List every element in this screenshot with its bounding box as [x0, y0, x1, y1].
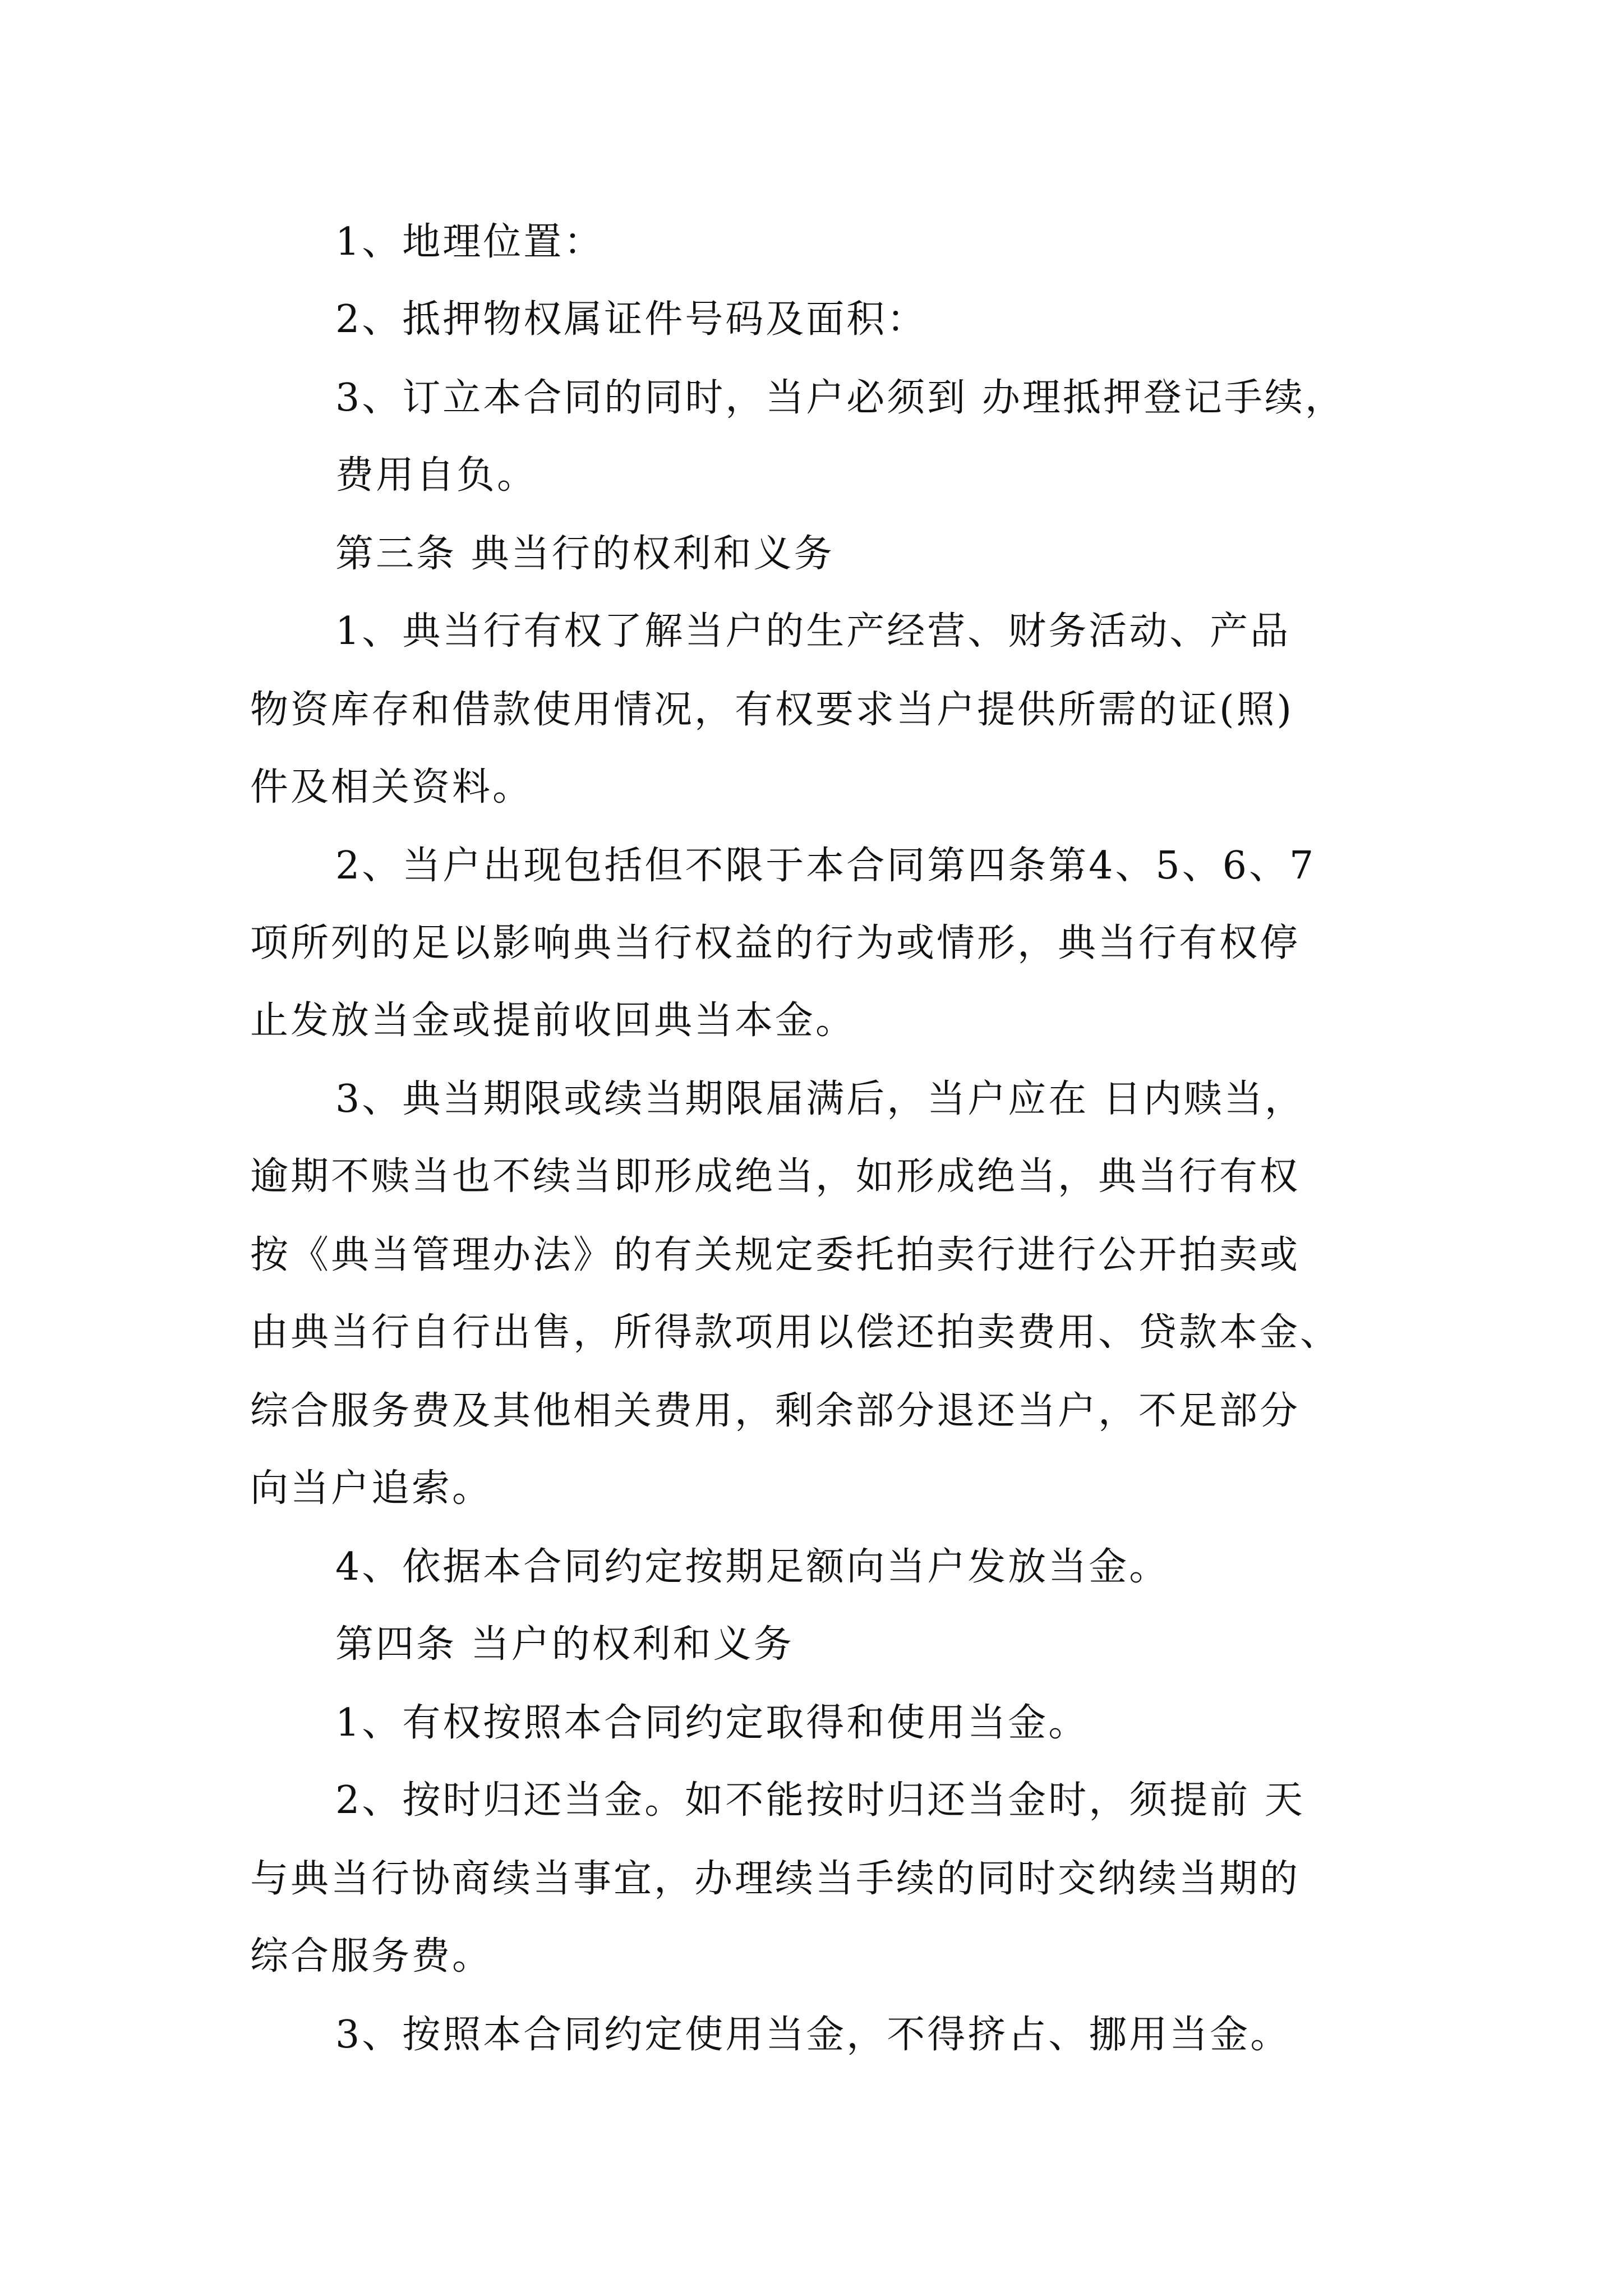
- text-line: 2、当户出现包括但不限于本合同第四条第4、5、6、7: [335, 844, 1316, 888]
- text-line: 1、典当行有权了解当户的生产经营、财务活动、产品: [335, 609, 1291, 654]
- section-heading: 第三条 典当行的权利和义务: [335, 532, 834, 576]
- text-line: 3、订立本合同的同时，当户必须到 办理抵押登记手续，: [335, 376, 1345, 420]
- text-line: 逾期不赎当也不续当即形成绝当，如形成绝当，典当行有权: [250, 1154, 1301, 1199]
- text-line: 2、抵押物权属证件号码及面积：: [335, 297, 928, 342]
- text-line: 4、依据本合同约定按期足额向当户发放当金。: [335, 1545, 1170, 1589]
- text-line: 2、按时归还当金。如不能按时归还当金时，须提前 天: [335, 1778, 1305, 1823]
- text-line: 1、有权按照本合同约定取得和使用当金。: [335, 1701, 1089, 1745]
- text-line: 件及相关资料。: [250, 765, 533, 809]
- text-line: 向当户追索。: [250, 1466, 493, 1511]
- section-heading: 第四条 当户的权利和义务: [335, 1622, 794, 1667]
- text-line: 综合服务费。: [250, 1934, 493, 1978]
- text-line: 项所列的足以影响典当行权益的行为或情形，典当行有权停: [250, 921, 1301, 965]
- text-line: 由典当行自行出售，所得款项用以偿还拍卖费用、贷款本金、: [250, 1310, 1341, 1355]
- text-line: 物资库存和借款使用情况，有权要求当户提供所需的证(照): [250, 688, 1294, 732]
- text-line: 1、地理位置：: [335, 220, 605, 264]
- text-line: 与典当行协商续当事宜，办理续当手续的同时交纳续当期的: [250, 1857, 1301, 1901]
- text-line: 3、按照本合同约定使用当金，不得挤占、挪用当金。: [335, 2013, 1291, 2057]
- text-line: 3、典当期限或续当期限届满后，当户应在 日内赎当，: [335, 1077, 1305, 1121]
- text-line: 费用自负。: [335, 453, 538, 498]
- text-line: 按《典当管理办法》的有关规定委托拍卖行进行公开拍卖或: [250, 1233, 1301, 1277]
- text-line: 综合服务费及其他相关费用，剩余部分退还当户，不足部分: [250, 1389, 1301, 1433]
- text-line: 止发放当金或提前收回典当本金。: [250, 999, 856, 1043]
